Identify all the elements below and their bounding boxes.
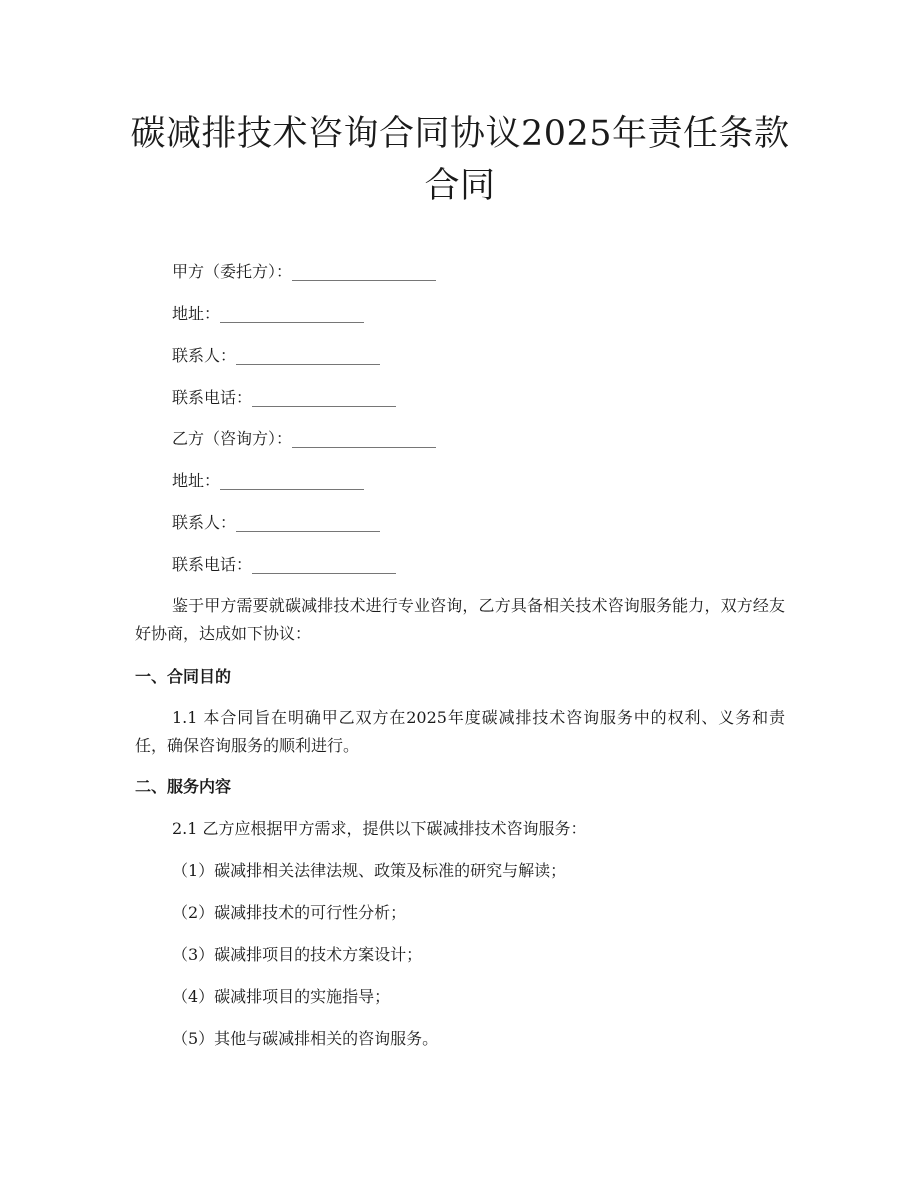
party-b-address: 地址：__________________: [172, 471, 365, 490]
party-a-address: 地址：__________________: [172, 304, 365, 323]
party-b-contact: 联系人：__________________: [172, 513, 381, 532]
party-a-contact: 联系人：__________________: [172, 346, 381, 365]
service-item-1: （1）碳减排相关法律法规、政策及标准的研究与解读；: [172, 861, 567, 880]
section-2-heading: 二、服务内容: [135, 777, 232, 796]
preamble-paragraph: 鉴于甲方需要就碳减排技术进行专业咨询，乙方具备相关技术咨询服务能力，双方经友好协商，达成如下协议：: [135, 596, 785, 643]
document-title: 碳减排技术咨询合同协议2025年责任条款合同: [130, 114, 790, 206]
service-item-3: （3）碳减排项目的技术方案设计；: [172, 945, 423, 964]
section-1-heading: 一、合同目的: [135, 667, 232, 686]
party-a-phone: 联系电话：__________________: [172, 388, 397, 407]
party-b-phone: 联系电话：__________________: [172, 555, 397, 574]
service-item-4: （4）碳减排项目的实施指导；: [172, 987, 391, 1006]
clause-1-1: 1.1 本合同旨在明确甲乙双方在2025年度碳减排技术咨询服务中的权利、义务和责任，确保咨询服务的顺利进行。: [135, 708, 785, 755]
service-item-2: （2）碳减排技术的可行性分析；: [172, 903, 407, 922]
party-a-label: 甲方（委托方）：__________________: [172, 262, 437, 281]
service-item-5: （5）其他与碳减排相关的咨询服务。: [172, 1029, 439, 1048]
party-b-label: 乙方（咨询方）：__________________: [172, 429, 437, 448]
clause-2-1: 2.1 乙方应根据甲方需求，提供以下碳减排技术咨询服务：: [172, 819, 587, 838]
